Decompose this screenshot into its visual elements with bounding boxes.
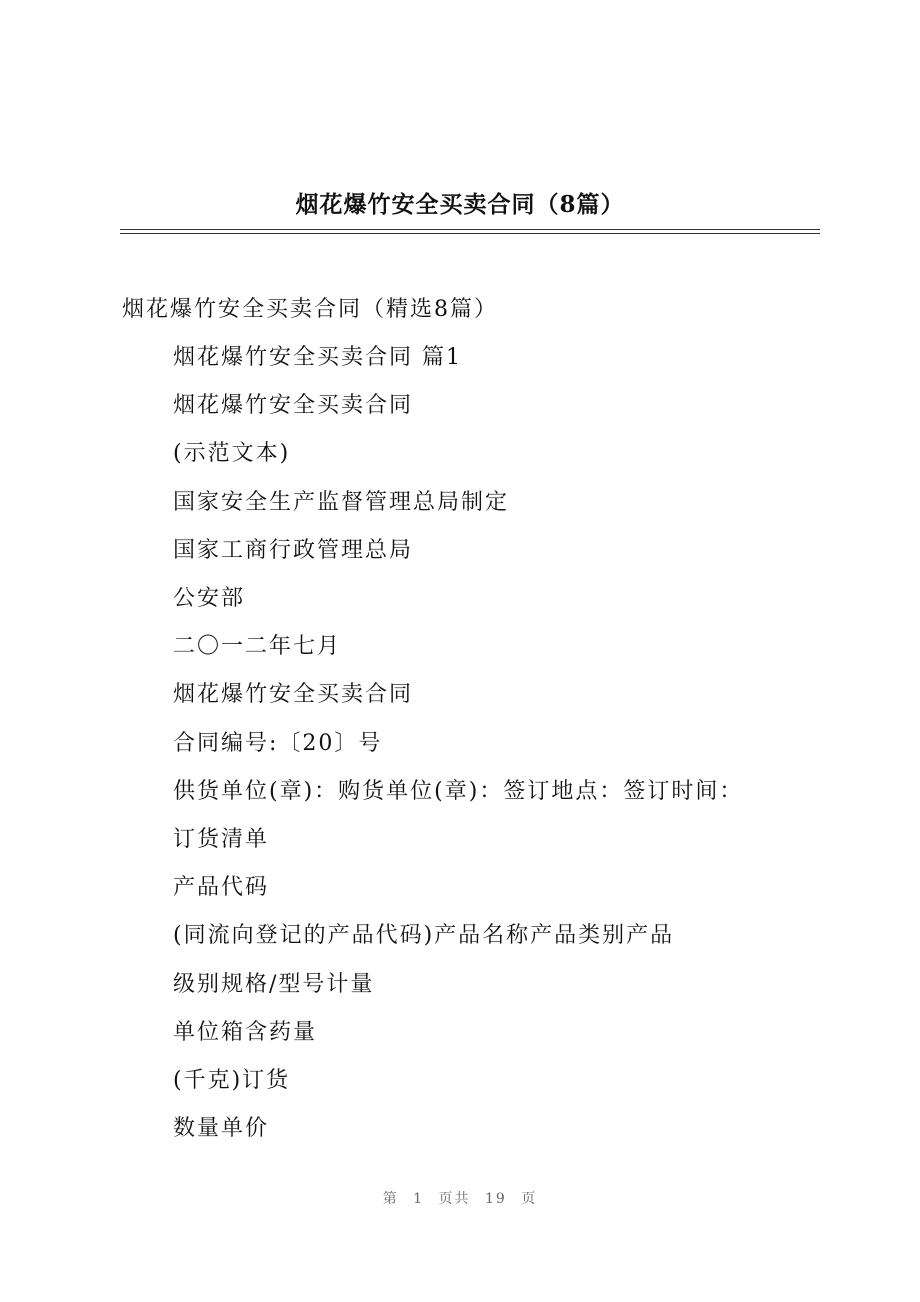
page-number-footer: 第 1 页共 19 页 [382,1191,538,1207]
body-line: (示范文本) [173,441,291,466]
body-line: 烟花爆竹安全买卖合同 [173,682,414,707]
body-line: 烟花爆竹安全买卖合同（精选8篇） [122,297,498,322]
body-line: 国家工商行政管理总局 [173,538,414,563]
document-title: 烟花爆竹安全买卖合同（8篇） [295,191,625,218]
body-line: 单位箱含药量 [173,1020,318,1045]
body-line: (同流向登记的产品代码)产品名称产品类别产品 [173,923,675,948]
body-line: 公安部 [173,586,246,611]
body-line: 国家安全生产监督管理总局制定 [173,490,510,515]
body-line: 烟花爆竹安全买卖合同 [173,393,414,418]
title-double-rule [120,229,820,234]
body-line: 供货单位(章)：购货单位(章)：签订地点：签订时间： [173,779,744,804]
body-line: 烟花爆竹安全买卖合同 篇1 [173,345,462,370]
body-line: 产品代码 [173,875,270,900]
body-line: (千克)订货 [173,1068,291,1093]
body-line: 订货清单 [173,827,270,852]
body-line: 合同编号:〔20〕号 [173,731,383,756]
body-line: 数量单价 [173,1116,270,1141]
body-line: 二〇一二年七月 [173,634,342,659]
body-line: 级别规格/型号计量 [173,972,375,997]
